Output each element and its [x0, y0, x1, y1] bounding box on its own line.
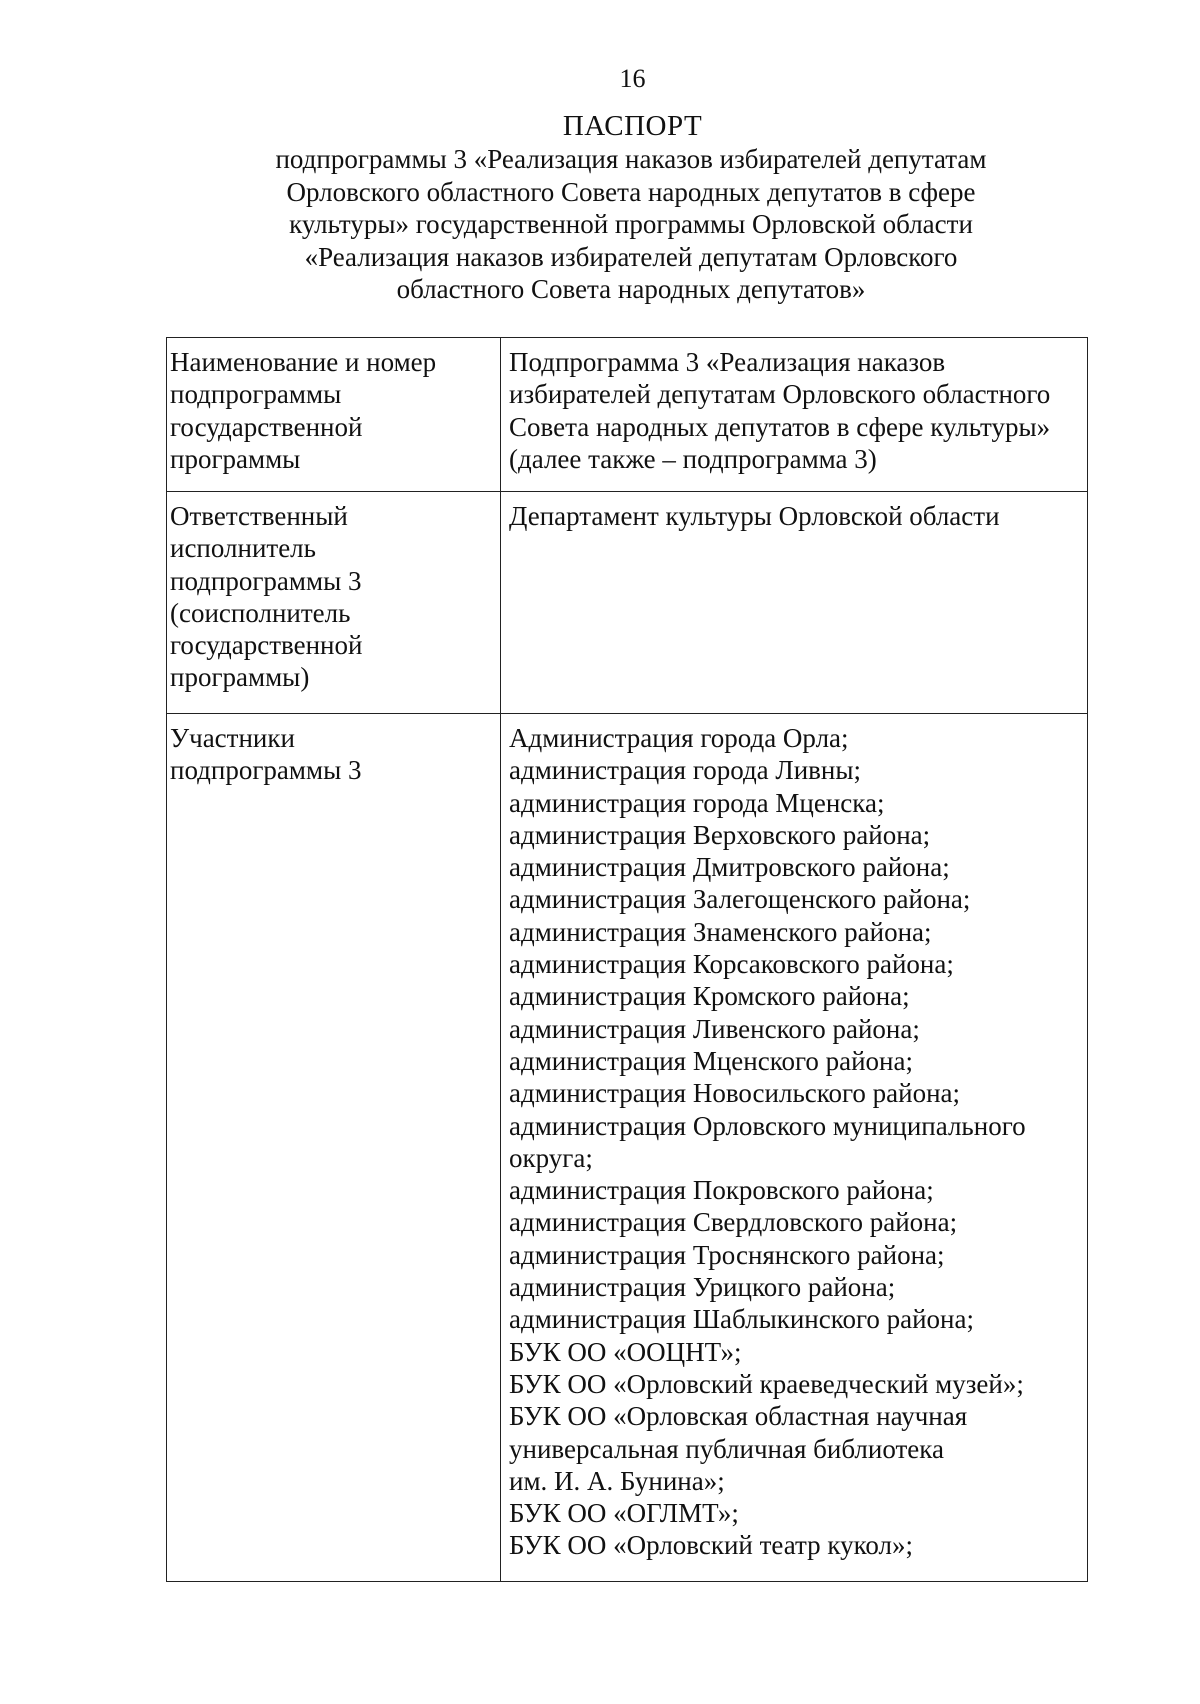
- value-line: (далее также – подпрограмма 3): [509, 443, 877, 474]
- value-cell: [501, 338, 1088, 492]
- document-subtitle: [240, 143, 1022, 306]
- table-row-responsible-executor: [167, 492, 1088, 714]
- subtitle-line: «Реализация наказов избирателей депутатам Орловского: [304, 241, 958, 272]
- participant-line: администрация Троснянского района;: [509, 1239, 945, 1270]
- label-line: Участники: [170, 723, 295, 753]
- subtitle-line: подпрограммы 3 «Реализация наказов избирателей депутатам: [275, 144, 987, 174]
- participant-line: администрация города Ливны;: [509, 755, 862, 786]
- value-cell: [501, 714, 1088, 1582]
- label-line: программы): [170, 662, 310, 693]
- table-row-subprogram-name: [167, 338, 1088, 492]
- value-line: избирателей депутатам Орловского областного: [509, 379, 1051, 410]
- label-line: государственной: [170, 630, 363, 661]
- label-line: исполнитель: [170, 533, 316, 564]
- value-line: Совета народных депутатов в сфере культуры»: [509, 411, 1051, 442]
- label-line: программы: [170, 443, 301, 474]
- label-line: государственной: [170, 411, 363, 442]
- participant-line: администрация Покровского района;: [509, 1175, 934, 1206]
- value-cell: [501, 492, 1088, 714]
- participant-line: округа;: [509, 1142, 593, 1173]
- participant-line: администрация Урицкого района;: [509, 1272, 896, 1303]
- participant-line: администрация Свердловского района;: [509, 1207, 958, 1238]
- participant-line: администрация Орловского муниципального: [509, 1110, 1026, 1141]
- label-cell: [167, 492, 501, 714]
- participant-line: администрация Ливенского района;: [509, 1013, 920, 1044]
- participant-line: БУК ОО «ООЦНТ»;: [509, 1336, 742, 1367]
- table-row-participants: [167, 714, 1088, 1582]
- participant-line: им. И. А. Бунина»;: [509, 1465, 725, 1496]
- label-line: подпрограммы 3: [170, 565, 362, 596]
- participant-line: администрация Корсаковского района;: [509, 949, 954, 980]
- label-line: Наименование и номер: [170, 347, 437, 377]
- label-line: Ответственный: [170, 501, 348, 531]
- value-line: Департамент культуры Орловской области: [509, 501, 1000, 531]
- participant-line: администрация Дмитровского района;: [509, 852, 950, 883]
- label-cell: [167, 714, 501, 1582]
- subtitle-line: Орловского областного Совета народных депутатов в сфере: [286, 176, 976, 207]
- participant-line: администрация Шаблыкинского района;: [509, 1304, 974, 1335]
- participant-line: БУК ОО «Орловская областная научная: [509, 1401, 968, 1432]
- participant-line: универсальная публичная библиотека: [509, 1433, 944, 1464]
- participant-line: администрация Верховского района;: [509, 819, 931, 850]
- label-line: (соисполнитель: [170, 597, 351, 628]
- subtitle-line: культуры» государственной программы Орловской области: [289, 209, 973, 239]
- participant-line: администрация Новосильского района;: [509, 1078, 961, 1109]
- participant-line: администрация Залегощенского района;: [509, 884, 971, 915]
- passport-table: [166, 337, 1088, 1582]
- participant-line: БУК ОО «Орловский краеведческий музей»;: [509, 1368, 1024, 1399]
- participant-line: администрация Кромского района;: [509, 981, 910, 1012]
- subtitle-line: областного Совета народных депутатов»: [396, 274, 866, 304]
- participant-line: администрация города Мценска;: [509, 787, 885, 818]
- label-line: подпрограммы: [170, 379, 342, 410]
- document-title: ПАСПОРТ: [562, 110, 703, 142]
- participant-line: Администрация города Орла;: [509, 723, 849, 753]
- label-line: подпрограммы 3: [170, 755, 362, 786]
- participant-line: БУК ОО «Орловский театр кукол»;: [509, 1530, 914, 1561]
- participant-line: администрация Мценского района;: [509, 1045, 913, 1076]
- participant-line: администрация Знаменского района;: [509, 916, 932, 947]
- label-cell: [167, 338, 501, 492]
- page-number: 16: [619, 64, 646, 93]
- participant-line: БУК ОО «ОГЛМТ»;: [509, 1498, 739, 1529]
- value-line: Подпрограмма 3 «Реализация наказов: [509, 347, 946, 377]
